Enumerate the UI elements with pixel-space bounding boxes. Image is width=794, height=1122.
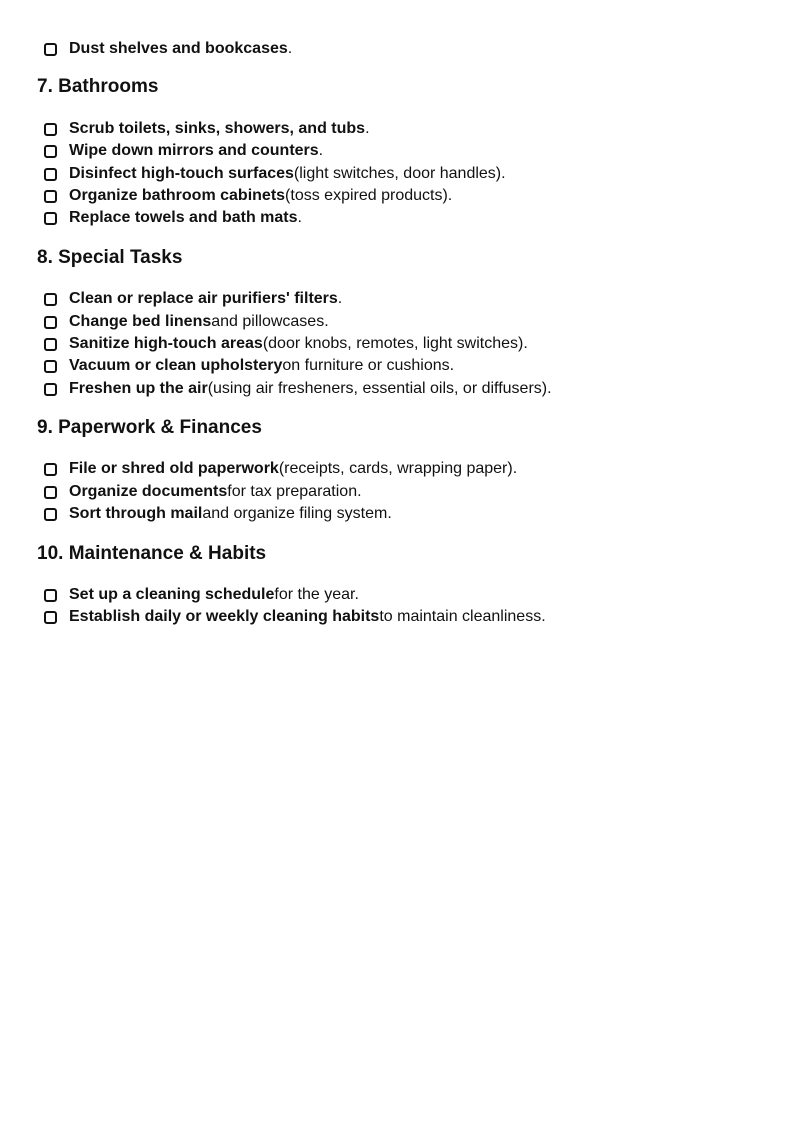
checkbox[interactable] [44,123,57,136]
checkbox[interactable] [44,360,57,373]
item-rest-text: (toss expired products). [285,187,453,204]
item-bold-text: Sanitize high-touch areas [69,335,263,352]
checkbox[interactable] [44,508,57,521]
checkbox[interactable] [44,43,57,56]
item-rest-text: (light switches, door handles). [293,165,506,182]
checklist-item [44,312,329,332]
checkbox[interactable] [44,293,57,306]
item-rest-text: (receipts, cards, wrapping paper). [278,460,518,477]
item-rest-text: . [365,120,370,137]
checkbox[interactable] [44,145,57,158]
item-rest-text: . [318,142,324,159]
section-heading-paperwork-finances: 9. Paperwork & Finances [37,417,262,438]
checklist-item [44,379,552,399]
checklist-item [44,482,362,502]
section-heading-bathrooms: 7. Bathrooms [37,76,159,97]
item-bold-text: Disinfect high-touch surfaces [69,165,294,182]
section-heading-special-tasks: 8. Special Tasks [37,247,183,268]
checklist-item [44,334,528,354]
item-rest-text: for the year. [274,586,359,603]
checklist-item [44,119,370,139]
item-bold-text: File or shred old paperwork [69,460,279,477]
item-rest-text: (door knobs, remotes, light switches). [262,335,528,352]
checkbox[interactable] [44,316,57,329]
item-rest-text: . [337,290,343,307]
item-bold-text: Organize bathroom cabinets [69,187,286,204]
checkbox[interactable] [44,168,57,181]
item-bold-text: Replace towels and bath mats [69,209,298,226]
checklist-item [44,164,506,184]
checkbox[interactable] [44,338,57,351]
item-rest-text: and pillowcases. [211,313,329,330]
checkbox[interactable] [44,589,57,602]
checklist-item [44,356,454,376]
checkbox[interactable] [44,190,57,203]
checkbox[interactable] [44,212,57,225]
checklist-item [44,289,342,309]
checkbox[interactable] [44,383,57,396]
item-bold-text: Organize documents [69,483,228,500]
item-bold-text: Vacuum or clean upholstery [69,357,283,374]
checklist-item [44,141,323,161]
item-bold-text: Dust shelves and bookcases [69,40,288,57]
item-rest-text: and organize filing system. [202,505,392,522]
item-rest-text: (using air fresheners, essential oils, or diffusers). [207,380,552,397]
checklist-item [44,607,546,627]
checklist-item [44,39,292,59]
checklist-item [44,504,392,524]
checklist-item [44,585,359,605]
checkbox[interactable] [44,486,57,499]
item-bold-text: Wipe down mirrors and counters [69,142,319,159]
item-rest-text: . [287,40,293,57]
checklist-item [44,459,517,479]
checklist-item [44,208,302,228]
item-rest-text: for tax preparation. [227,483,362,500]
item-bold-text: Sort through mail [69,505,203,522]
item-rest-text: . [297,209,302,226]
item-bold-text: Clean or replace air purifiers' filters [69,290,338,307]
section-heading-maintenance-habits: 10. Maintenance & Habits [37,543,267,564]
item-rest-text: to maintain cleanliness. [379,608,546,625]
item-bold-text: Establish daily or weekly cleaning habits [69,608,380,625]
checklist-item [44,186,452,206]
item-bold-text: Set up a cleaning schedule [69,586,275,603]
item-bold-text: Scrub toilets, sinks, showers, and tubs [69,120,366,137]
checkbox[interactable] [44,463,57,476]
item-bold-text: Change bed linens [69,313,212,330]
checkbox[interactable] [44,611,57,624]
item-bold-text: Freshen up the air [69,380,208,397]
item-rest-text: on furniture or cushions. [282,357,455,374]
